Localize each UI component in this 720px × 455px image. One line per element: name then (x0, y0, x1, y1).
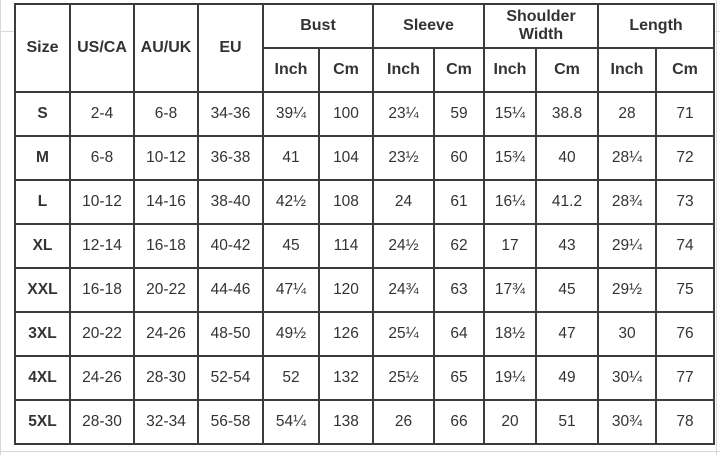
measurement-cell: 52-54 (198, 356, 263, 400)
measurement-cell: 23¼ (373, 92, 434, 136)
header-cell-shoulder-cm: Cm (536, 48, 598, 92)
measurement-cell: 138 (319, 400, 373, 444)
measurement-cell: 20-22 (70, 312, 134, 356)
measurement-cell: 64 (434, 312, 484, 356)
background-gridline-left (0, 0, 1, 455)
measurement-cell: 24-26 (134, 312, 198, 356)
measurement-cell: 52 (263, 356, 319, 400)
measurement-cell: 20-22 (134, 268, 198, 312)
measurement-cell: 19¼ (484, 356, 536, 400)
header-cell-sleeve: Sleeve (373, 4, 484, 48)
measurement-cell: 28 (598, 92, 656, 136)
measurement-cell: 66 (434, 400, 484, 444)
measurement-cell: 40-42 (198, 224, 263, 268)
measurement-cell: 38-40 (198, 180, 263, 224)
header-cell-shoulder-inch: Inch (484, 48, 536, 92)
measurement-cell: 63 (434, 268, 484, 312)
size-label-cell: XXL (15, 268, 70, 312)
table-row-3xl (15, 312, 714, 356)
measurement-cell: 75 (656, 268, 714, 312)
measurement-cell: 77 (656, 356, 714, 400)
measurement-cell: 74 (656, 224, 714, 268)
measurement-cell: 28¾ (598, 180, 656, 224)
measurement-cell: 36-38 (198, 136, 263, 180)
measurement-cell: 48-50 (198, 312, 263, 356)
measurement-cell: 16-18 (70, 268, 134, 312)
header-cell-sleeve-inch: Inch (373, 48, 434, 92)
measurement-cell: 15¼ (484, 92, 536, 136)
size-label-cell: XL (15, 224, 70, 268)
table-row-xl (15, 224, 714, 268)
measurement-cell: 24½ (373, 224, 434, 268)
measurement-cell: 30¾ (598, 400, 656, 444)
measurement-cell: 10-12 (70, 180, 134, 224)
measurement-cell: 17¾ (484, 268, 536, 312)
size-chart-table (14, 3, 715, 445)
measurement-cell: 44-46 (198, 268, 263, 312)
table-row-m (15, 136, 714, 180)
measurement-cell: 12-14 (70, 224, 134, 268)
measurement-cell: 24-26 (70, 356, 134, 400)
size-label-cell: 3XL (15, 312, 70, 356)
header-cell-length-inch: Inch (598, 48, 656, 92)
header-cell-bust-cm: Cm (319, 48, 373, 92)
measurement-cell: 24¾ (373, 268, 434, 312)
header-cell-eu: EU (198, 4, 263, 92)
size-label-cell: L (15, 180, 70, 224)
measurement-cell: 71 (656, 92, 714, 136)
measurement-cell: 49 (536, 356, 598, 400)
header-cell-us-ca: US/CA (70, 4, 134, 92)
measurement-cell: 76 (656, 312, 714, 356)
measurement-cell: 29¼ (598, 224, 656, 268)
measurement-cell: 29½ (598, 268, 656, 312)
measurement-cell: 20 (484, 400, 536, 444)
measurement-cell: 47¼ (263, 268, 319, 312)
measurement-cell: 45 (263, 224, 319, 268)
measurement-cell: 45 (536, 268, 598, 312)
measurement-cell: 132 (319, 356, 373, 400)
measurement-cell: 28-30 (134, 356, 198, 400)
measurement-cell: 126 (319, 312, 373, 356)
header-cell-au-uk: AU/UK (134, 4, 198, 92)
measurement-cell: 104 (319, 136, 373, 180)
measurement-cell: 47 (536, 312, 598, 356)
measurement-cell: 15¾ (484, 136, 536, 180)
header-cell-length-cm: Cm (656, 48, 714, 92)
measurement-cell: 62 (434, 224, 484, 268)
header-cell-bust-inch: Inch (263, 48, 319, 92)
measurement-cell: 54¼ (263, 400, 319, 444)
measurement-cell: 73 (656, 180, 714, 224)
measurement-cell: 23½ (373, 136, 434, 180)
measurement-cell: 72 (656, 136, 714, 180)
measurement-cell: 14-16 (134, 180, 198, 224)
measurement-cell: 42½ (263, 180, 319, 224)
measurement-cell: 59 (434, 92, 484, 136)
header-cell-sleeve-cm: Cm (434, 48, 484, 92)
measurement-cell: 2-4 (70, 92, 134, 136)
measurement-cell: 16-18 (134, 224, 198, 268)
measurement-cell: 18½ (484, 312, 536, 356)
measurement-cell: 120 (319, 268, 373, 312)
measurement-cell: 100 (319, 92, 373, 136)
measurement-cell: 40 (536, 136, 598, 180)
measurement-cell: 28-30 (70, 400, 134, 444)
table-row-l (15, 180, 714, 224)
measurement-cell: 25½ (373, 356, 434, 400)
measurement-cell: 114 (319, 224, 373, 268)
measurement-cell: 56-58 (198, 400, 263, 444)
measurement-cell: 65 (434, 356, 484, 400)
measurement-cell: 30¼ (598, 356, 656, 400)
measurement-cell: 38.8 (536, 92, 598, 136)
measurement-cell: 10-12 (134, 136, 198, 180)
header-cell-bust: Bust (263, 4, 373, 48)
table-row-s (15, 92, 714, 136)
measurement-cell: 43 (536, 224, 598, 268)
header-cell-length: Length (598, 4, 714, 48)
measurement-cell: 41 (263, 136, 319, 180)
measurement-cell: 24 (373, 180, 434, 224)
measurement-cell: 17 (484, 224, 536, 268)
measurement-cell: 51 (536, 400, 598, 444)
measurement-cell: 78 (656, 400, 714, 444)
measurement-cell: 28¼ (598, 136, 656, 180)
measurement-cell: 41.2 (536, 180, 598, 224)
measurement-cell: 26 (373, 400, 434, 444)
measurement-cell: 60 (434, 136, 484, 180)
measurement-cell: 30 (598, 312, 656, 356)
header-cell-size: Size (15, 4, 70, 92)
table-row-5xl (15, 400, 714, 444)
header-cell-shoulder-width: Shoulder Width (484, 4, 598, 48)
background-gridline-right (716, 0, 717, 455)
measurement-cell: 34-36 (198, 92, 263, 136)
measurement-cell: 32-34 (134, 400, 198, 444)
size-label-cell: M (15, 136, 70, 180)
measurement-cell: 16¼ (484, 180, 536, 224)
measurement-cell: 39¼ (263, 92, 319, 136)
size-label-cell: S (15, 92, 70, 136)
measurement-cell: 6-8 (134, 92, 198, 136)
measurement-cell: 6-8 (70, 136, 134, 180)
measurement-cell: 49½ (263, 312, 319, 356)
measurement-cell: 25¼ (373, 312, 434, 356)
size-label-cell: 4XL (15, 356, 70, 400)
size-label-cell: 5XL (15, 400, 70, 444)
table-row-xxl (15, 268, 714, 312)
measurement-cell: 108 (319, 180, 373, 224)
measurement-cell: 61 (434, 180, 484, 224)
table-row-4xl (15, 356, 714, 400)
background-gridline-bottom (0, 451, 720, 452)
